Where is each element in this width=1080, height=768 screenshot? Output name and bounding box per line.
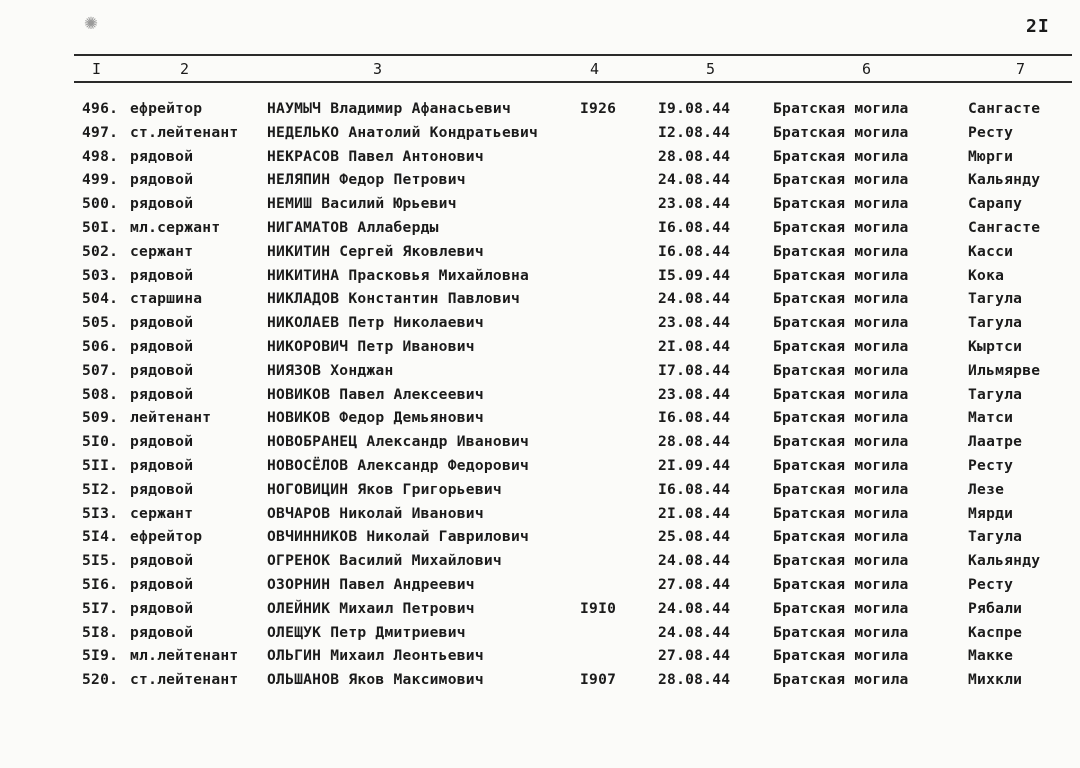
death-date: 24.08.44 <box>658 171 731 189</box>
list-item <box>0 122 1080 146</box>
death-date: 27.08.44 <box>658 647 731 665</box>
burial-place: Ресту <box>968 456 1014 474</box>
death-date: I9.08.44 <box>658 100 731 117</box>
header-rule <box>74 81 1072 83</box>
death-date: I5.09.44 <box>658 266 731 284</box>
burial-type: Братская могила <box>773 528 909 546</box>
death-date: I6.08.44 <box>658 242 731 260</box>
rank: рядовой <box>130 361 194 379</box>
rank: рядовой <box>130 433 194 451</box>
burial-type: Братская могила <box>773 385 909 403</box>
list-item <box>0 455 1080 479</box>
full-name: ОГРЕНОК Василий Михайлович <box>267 552 502 570</box>
rank: рядовой <box>130 266 194 284</box>
list-item <box>0 98 1080 122</box>
burial-place: Лаатре <box>968 433 1023 451</box>
rank: лейтенант <box>130 409 212 427</box>
death-date: 24.08.44 <box>658 599 731 617</box>
record-number: 520. <box>82 671 119 689</box>
burial-type: Братская могила <box>773 647 909 665</box>
death-date: I2.08.44 <box>658 123 731 141</box>
full-name: ОЛЕЙНИК Михаил Петрович <box>267 599 475 617</box>
burial-place: Кальяндy <box>968 552 1041 570</box>
full-name: НИКЛАДОВ Константин Павлович <box>267 290 521 308</box>
burial-place: Тагула <box>968 290 1023 308</box>
burial-type: Братская могила <box>773 337 909 355</box>
full-name: НИКИТИН Сергей Яковлевич <box>267 242 484 260</box>
burial-type: Братская могила <box>773 671 909 689</box>
burial-place: Тагула <box>968 528 1023 546</box>
burial-type: Братская могила <box>773 123 909 141</box>
rank: ефрейтор <box>130 100 203 117</box>
full-name: НИКОЛАЕВ Петр Николаевич <box>267 314 484 332</box>
full-name: НИЯЗОВ Хонджан <box>267 361 394 379</box>
record-number: 5I3. <box>82 504 119 522</box>
record-number: 503. <box>82 266 119 284</box>
list-item <box>0 169 1080 193</box>
rank: сержант <box>130 242 194 260</box>
burial-place: Каспре <box>968 623 1023 641</box>
full-name: НИКИТИНА Прасковья Михайловна <box>267 266 530 284</box>
record-number: 5I4. <box>82 528 119 546</box>
burial-type: Братская могила <box>773 456 909 474</box>
burial-place: Сарапу <box>968 195 1023 213</box>
list-item <box>0 479 1080 503</box>
record-number: 499. <box>82 171 119 189</box>
list-item <box>0 503 1080 527</box>
rank: мл.лейтенант <box>130 647 239 665</box>
record-number: 496. <box>82 100 119 117</box>
burial-type: Братская могила <box>773 242 909 260</box>
list-item <box>0 526 1080 550</box>
record-number: 498. <box>82 147 119 165</box>
column-number-1: I <box>92 60 102 78</box>
burial-place: Сангасте <box>968 218 1041 236</box>
column-number-5: 5 <box>706 60 716 78</box>
death-date: I6.08.44 <box>658 409 731 427</box>
rank: сержант <box>130 504 194 522</box>
record-number: 5I0. <box>82 433 119 451</box>
burial-type: Братская могила <box>773 504 909 522</box>
full-name: НИКОРОВИЧ Петр Иванович <box>267 337 475 355</box>
rank: рядовой <box>130 385 194 403</box>
column-number-2: 2 <box>180 60 190 78</box>
list-item <box>0 146 1080 170</box>
rank: рядовой <box>130 337 194 355</box>
burial-type: Братская могила <box>773 290 909 308</box>
record-number: 506. <box>82 337 119 355</box>
burial-type: Братская могила <box>773 409 909 427</box>
burial-place: Ильмярве <box>968 361 1041 379</box>
death-date: 23.08.44 <box>658 314 731 332</box>
record-number: 5I9. <box>82 647 119 665</box>
full-name: НАУМЫЧ Владимир Афанасьевич <box>267 100 511 117</box>
record-number: 497. <box>82 123 119 141</box>
death-date: 2I.08.44 <box>658 504 731 522</box>
full-name: ОЗОРНИН Павел Андреевич <box>267 575 475 593</box>
burial-place: Ресту <box>968 123 1014 141</box>
burial-type: Братская могила <box>773 552 909 570</box>
burial-place: Матси <box>968 409 1014 427</box>
full-name: НЕМИШ Василий Юрьевич <box>267 195 457 213</box>
burial-type: Братская могила <box>773 195 909 213</box>
burial-type: Братская могила <box>773 218 909 236</box>
record-number: 505. <box>82 314 119 332</box>
rank: ефрейтор <box>130 528 203 546</box>
burial-type: Братская могила <box>773 266 909 284</box>
burial-place: Тагула <box>968 385 1023 403</box>
burial-type: Братская могила <box>773 361 909 379</box>
burial-type: Братская могила <box>773 100 909 117</box>
birth-year: I907 <box>580 671 617 689</box>
record-number: 5I7. <box>82 599 119 617</box>
full-name: ОВЧИННИКОВ Николай Гаврилович <box>267 528 530 546</box>
rank: рядовой <box>130 147 194 165</box>
list-item <box>0 336 1080 360</box>
burial-type: Братская могила <box>773 314 909 332</box>
full-name: НОВОСЁЛОВ Александр Федорович <box>267 456 530 474</box>
burial-place: Михкли <box>968 671 1023 689</box>
full-name: ОВЧАРОВ Николай Иванович <box>267 504 484 522</box>
burial-place: Лезе <box>968 480 1005 498</box>
list-item <box>0 645 1080 669</box>
list-item <box>0 407 1080 431</box>
list-item <box>0 550 1080 574</box>
list-item <box>0 241 1080 265</box>
record-number: 5I6. <box>82 575 119 593</box>
burial-place: Кыртси <box>968 337 1023 355</box>
death-date: 28.08.44 <box>658 433 731 451</box>
column-number-4: 4 <box>590 60 600 78</box>
list-item <box>0 193 1080 217</box>
rank: ст.лейтенант <box>130 671 239 689</box>
record-number: 5I2. <box>82 480 119 498</box>
stamp-mark-icon: ✺ <box>84 10 98 35</box>
list-item <box>0 217 1080 241</box>
death-date: 24.08.44 <box>658 623 731 641</box>
burial-place: Сангасте <box>968 100 1041 117</box>
burial-type: Братская могила <box>773 147 909 165</box>
full-name: НИГАМАТОВ Аллаберды <box>267 218 439 236</box>
list-item <box>0 622 1080 646</box>
column-number-7: 7 <box>1016 60 1026 78</box>
list-item <box>0 669 1080 693</box>
death-date: 27.08.44 <box>658 575 731 593</box>
burial-type: Братская могила <box>773 480 909 498</box>
death-date: I6.08.44 <box>658 480 731 498</box>
burial-place: Мярди <box>968 504 1014 522</box>
rank: рядовой <box>130 599 194 617</box>
death-date: 2I.08.44 <box>658 337 731 355</box>
burial-type: Братская могила <box>773 171 909 189</box>
death-date: 23.08.44 <box>658 385 731 403</box>
rank: рядовой <box>130 195 194 213</box>
full-name: НЕКРАСОВ Павел Антонович <box>267 147 484 165</box>
birth-year: I9I0 <box>580 599 617 617</box>
full-name: ОЛЕЩУК Петр Дмитриевич <box>267 623 466 641</box>
record-number: 5I5. <box>82 552 119 570</box>
rank: мл.сержант <box>130 218 221 236</box>
page-number: 2I <box>1026 16 1050 37</box>
record-number: 507. <box>82 361 119 379</box>
death-date: I7.08.44 <box>658 361 731 379</box>
record-number: 508. <box>82 385 119 403</box>
column-number-3: 3 <box>373 60 383 78</box>
death-date: 23.08.44 <box>658 195 731 213</box>
burial-place: Рябали <box>968 599 1023 617</box>
rank: рядовой <box>130 314 194 332</box>
column-number-6: 6 <box>862 60 872 78</box>
list-item <box>0 384 1080 408</box>
full-name: НЕЛЯПИН Федор Петрович <box>267 171 466 189</box>
full-name: НОВИКОВ Павел Алексеевич <box>267 385 484 403</box>
death-date: 24.08.44 <box>658 290 731 308</box>
record-number: 509. <box>82 409 119 427</box>
rank: рядовой <box>130 480 194 498</box>
rank: рядовой <box>130 575 194 593</box>
burial-place: Ресту <box>968 575 1014 593</box>
list-item <box>0 598 1080 622</box>
full-name: НОВОБРАНЕЦ Александр Иванович <box>267 433 530 451</box>
burial-records-list <box>0 98 1080 693</box>
rank: рядовой <box>130 456 194 474</box>
rank: ст.лейтенант <box>130 123 239 141</box>
record-number: 502. <box>82 242 119 260</box>
burial-place: Кока <box>968 266 1005 284</box>
burial-type: Братская могила <box>773 575 909 593</box>
record-number: 504. <box>82 290 119 308</box>
list-item <box>0 312 1080 336</box>
death-date: 2I.09.44 <box>658 456 731 474</box>
burial-place: Мюрги <box>968 147 1014 165</box>
rank: рядовой <box>130 623 194 641</box>
rank: рядовой <box>130 171 194 189</box>
death-date: 25.08.44 <box>658 528 731 546</box>
burial-type: Братская могила <box>773 623 909 641</box>
record-number: 50I. <box>82 218 119 236</box>
list-item <box>0 265 1080 289</box>
birth-year: I926 <box>580 100 617 117</box>
record-number: 500. <box>82 195 119 213</box>
death-date: I6.08.44 <box>658 218 731 236</box>
death-date: 24.08.44 <box>658 552 731 570</box>
list-item <box>0 431 1080 455</box>
rank: старшина <box>130 290 203 308</box>
death-date: 28.08.44 <box>658 671 731 689</box>
burial-place: Макке <box>968 647 1014 665</box>
full-name: НЕДЕЛЬКО Анатолий Кондратьевич <box>267 123 539 141</box>
burial-place: Тагула <box>968 314 1023 332</box>
top-rule <box>74 54 1072 56</box>
full-name: НОВИКОВ Федор Демьянович <box>267 409 484 427</box>
full-name: ОЛЬШАНОВ Яков Максимович <box>267 671 484 689</box>
list-item <box>0 574 1080 598</box>
list-item <box>0 288 1080 312</box>
column-number-header <box>0 58 1080 78</box>
burial-type: Братская могила <box>773 599 909 617</box>
full-name: НОГОВИЦИН Яков Григорьевич <box>267 480 502 498</box>
full-name: ОЛЬГИН Михаил Леонтьевич <box>267 647 484 665</box>
death-date: 28.08.44 <box>658 147 731 165</box>
burial-place: Касси <box>968 242 1014 260</box>
burial-place: Кальяндy <box>968 171 1041 189</box>
burial-type: Братская могила <box>773 433 909 451</box>
list-item <box>0 360 1080 384</box>
record-number: 5I8. <box>82 623 119 641</box>
rank: рядовой <box>130 552 194 570</box>
record-number: 5II. <box>82 456 119 474</box>
